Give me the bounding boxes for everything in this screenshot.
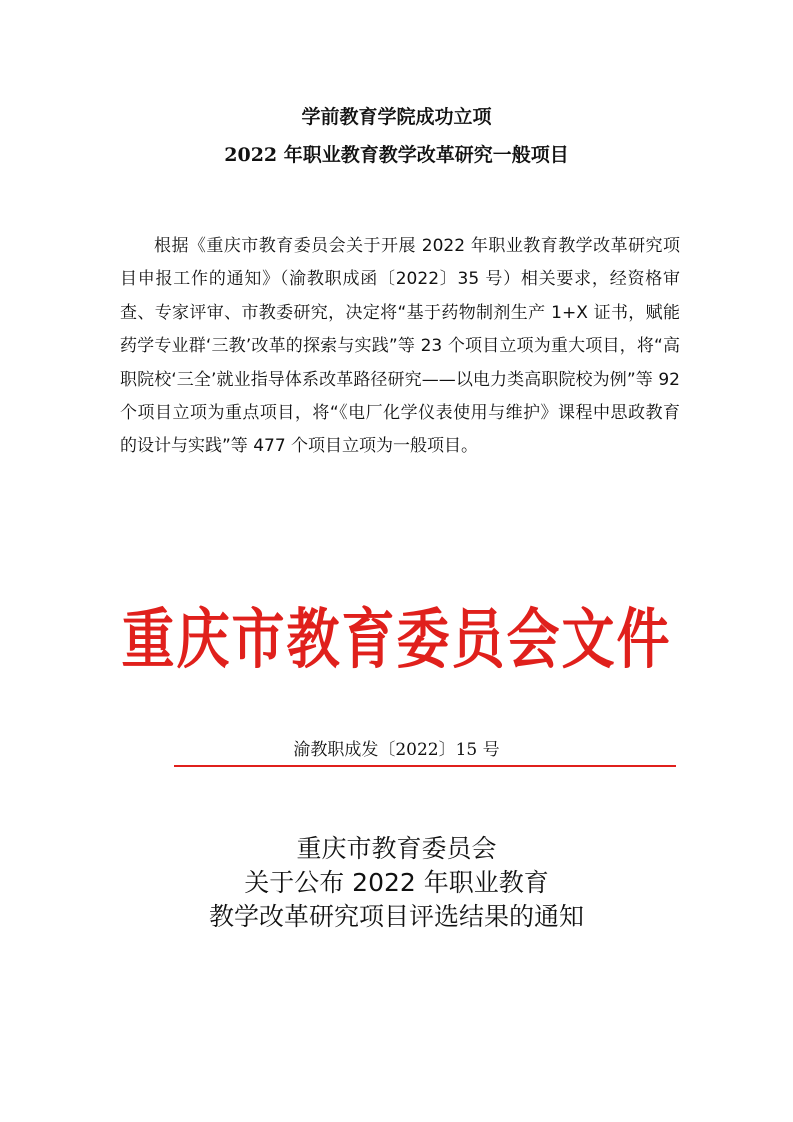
announcement-paragraph: 根据《重庆市教育委员会关于开展 2022 年职业教育教学改革研究项目申报工作的通知》（渝教职成函〔2022〕35 号）相关要求，经资格审查、专家评审、市教委研究，决定将“基于药物制剂生产 1+X 证书，赋能药学专业群‘三教’改革的探索与实践”等 23 个项目立项为重大项目，将“高职院校‘三全’就业指导体系改革路径研究——以电力类高职院校为例”等 92 个项目立项为重点项目，将“《电厂化学仪表使用与维护》课程中思政教育的设计与实践”等 477 个项目立项为一般项目。 [120,236,680,457]
document-number: 渝教职成发〔2022〕15 号 [293,740,500,760]
notice-title-line-3: 教学改革研究项目评选结果的通知 [208,902,584,931]
announcement-title-line-1: 学前教育学院成功立项 [301,106,492,128]
notice-title-line-1: 重庆市教育委员会 [296,834,497,863]
document-header: 重庆市教育委员会文件 [121,602,672,678]
announcement-title [0,98,793,174]
notice-title [0,832,793,934]
red-divider-line [174,765,676,767]
notice-title-line-2: 关于公布 2022 年职业教育 [244,868,549,897]
announcement-title-line-2: 2022 年职业教育教学改革研究一般项目 [224,144,569,166]
